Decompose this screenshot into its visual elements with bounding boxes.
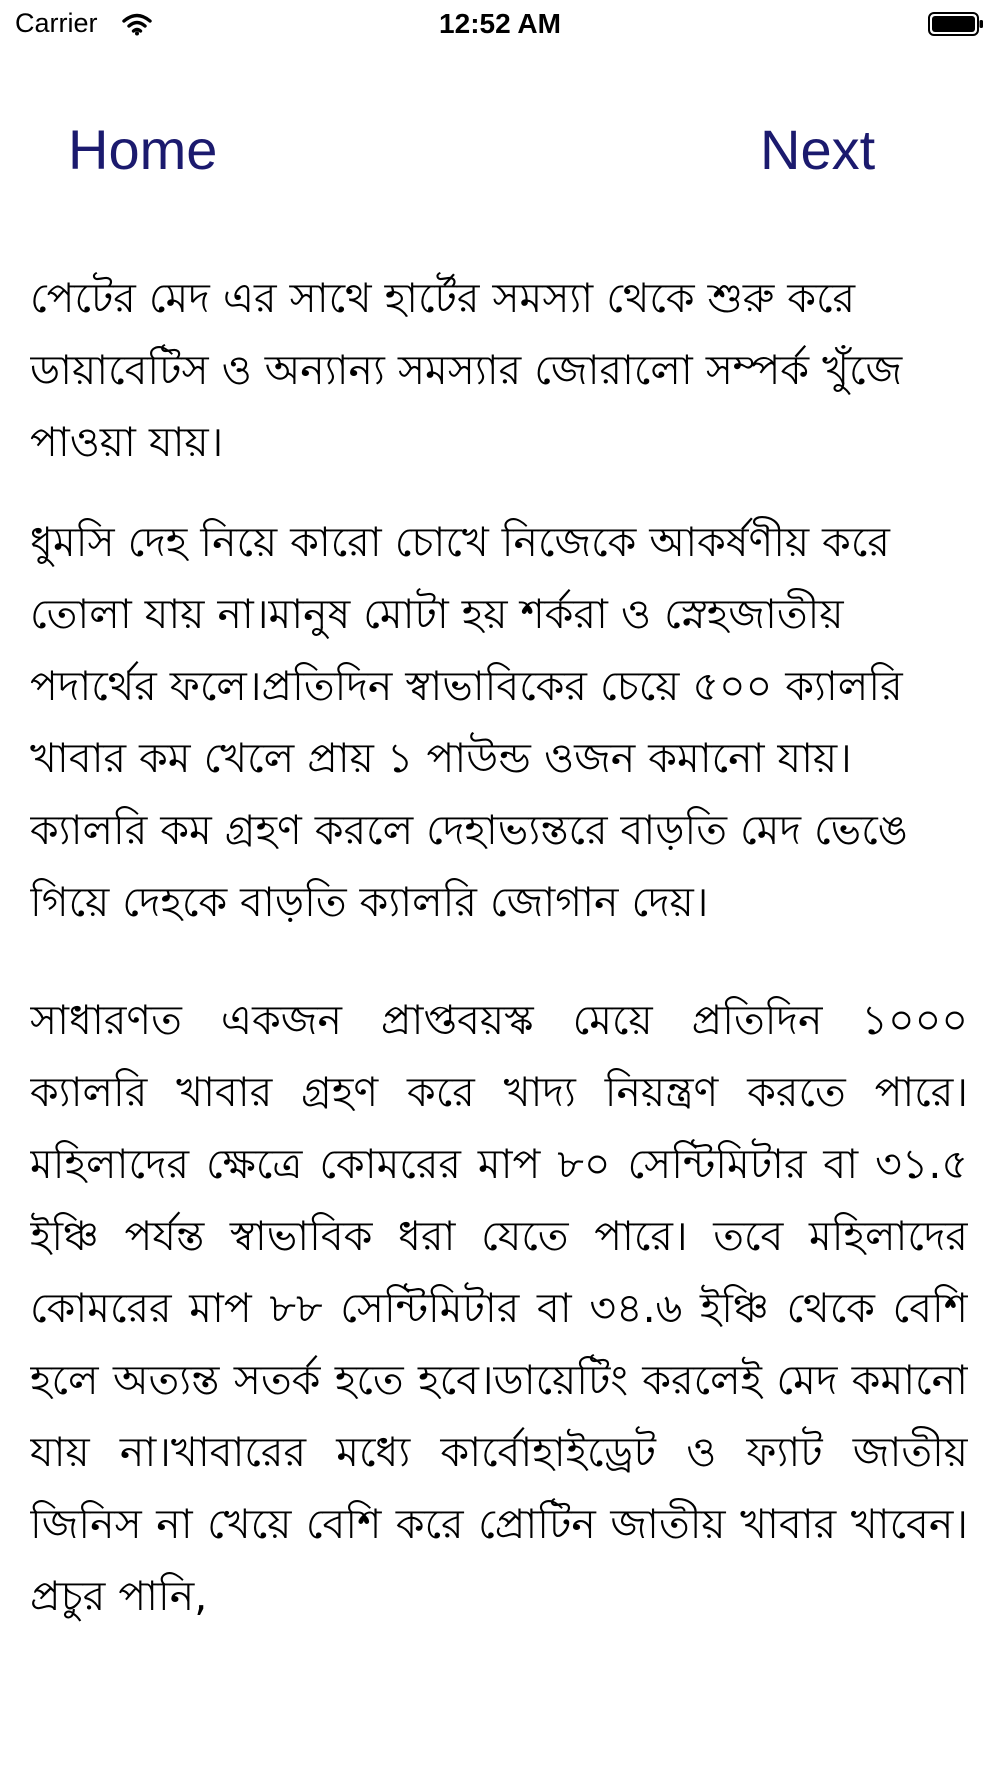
carrier-label: Carrier: [15, 8, 98, 38]
article-content: [30, 262, 968, 1778]
status-time: 12:52 AM: [439, 8, 561, 39]
battery-icon: [928, 12, 984, 36]
home-button[interactable]: Home: [68, 118, 218, 181]
next-button[interactable]: Next: [760, 118, 876, 181]
paragraph-3: সাধারণত একজন প্রাপ্তবয়স্ক মেয়ে প্রতিদিন ১০০০ ক্যালরি খাবার গ্রহণ করে খাদ্য নিয়ন্ত্রণ করতে পারে। মহিলাদের ক্ষেত্রে কোমরের মাপ ৮০ সেন্টিমিটার বা ৩১.৫ ইঞ্চি পর্যন্ত স্বাভাবিক ধরা যেতে পারে। তবে মহিলাদের কোমরের মাপ ৮৮ সেন্টিমিটার বা ৩৪.৬ ইঞ্চি থেকে বেশি হলে অত্যন্ত সতর্ক হতে হবে।ডায়েটিং করলেই মেদ কমানো যায় না।খাবারের মধ্যে কার্বোহাইড্রেট ও ফ্যাট জাতীয় জিনিস না খেয়ে বেশি করে প্রোটিন জাতীয় খাবার খাবেন। প্রচুর পানি,: [30, 996, 968, 1620]
paragraph-2: ধুমসি দেহ নিয়ে কারো চোখে নিজেকে আকর্ষণীয় করে তোলা যায় না।মানুষ মোটা হয় শর্করা ও স্নেহজাতীয় পদার্থের ফলে।প্রতিদিন স্বাভাবিকের চেয়ে ৫০০ ক্যালরি খাবার কম খেলে প্রায় ১ পাউন্ড ওজন কমানো যায়।ক্যালরি কম গ্রহণ করলে দেহাভ্যন্তরে বাড়তি মেদ ভেঙে গিয়ে দেহকে বাড়তি ক্যালরি জোগান দেয়।: [30, 518, 908, 926]
paragraph-1: পেটের মেদ এর সাথে হার্টের সমস্যা থেকে শুরু করে ডায়াবেটিস ও অন্যান্য সমস্যার জোরালো সম্পর্ক খুঁজে পাওয়া যায়।: [30, 274, 903, 466]
status-bar: [0, 0, 1000, 50]
